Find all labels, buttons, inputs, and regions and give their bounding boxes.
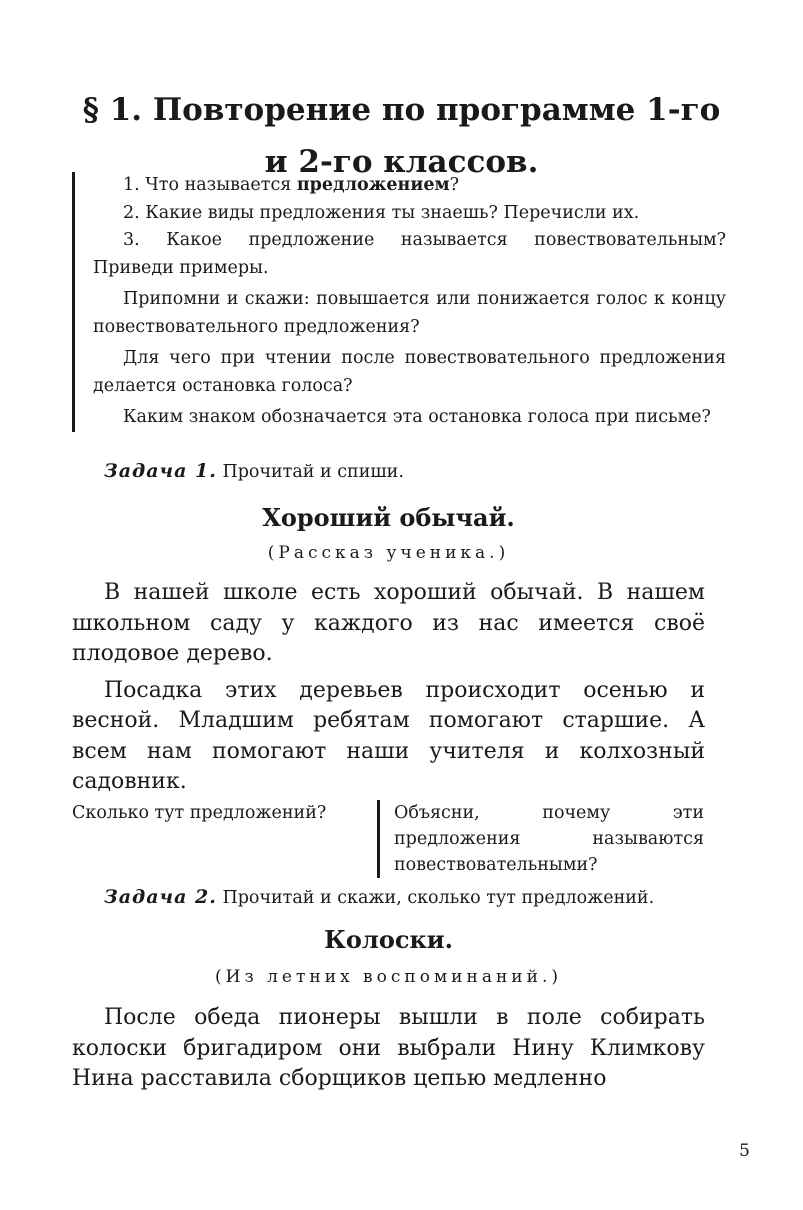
- page-number: 5: [739, 1141, 750, 1161]
- question-6: Каким знаком обозначается эта остановка голоса при письме?: [123, 407, 711, 427]
- story-2-title: Колоски.: [324, 925, 453, 954]
- question-1-term: предложением: [296, 175, 450, 195]
- story-1-title: Хороший обычай.: [262, 503, 515, 532]
- task-1-label: Задача 1.: [104, 460, 217, 482]
- story-2-subtitle: (Из летних воспоминаний.): [215, 967, 562, 987]
- task-1-text: Прочитай и спиши.: [216, 462, 404, 482]
- question-3: 3. Какое предложение называется повествовательным? Приведи примеры.: [93, 230, 726, 278]
- section-heading-line-2: и 2-го классов.: [264, 144, 539, 180]
- question-1-text: 1. Что называется: [123, 175, 297, 195]
- task-2: [72, 884, 705, 912]
- question-1-mark: ?: [449, 175, 460, 195]
- story-2-paragraph-1: После обеда пионеры вышли в поле собирать колоски бригадиром они выбрали Нину Климкову Нина расставила сборщиков цепью медленно: [72, 1005, 705, 1091]
- question-2: 2. Какие виды предложения ты знаешь? Перечисли их.: [123, 202, 640, 223]
- side-questions: [72, 800, 705, 880]
- review-questions-box: [72, 172, 726, 432]
- story-1-subtitle: (Рассказ ученика.): [267, 543, 510, 563]
- story-1-paragraph-1: В нашей школе есть хороший обычай. В нашем школьном саду у каждого из нас имеется своё плодовое дерево.: [72, 580, 705, 666]
- task-1: [72, 458, 705, 486]
- story-1-paragraph-2: Посадка этих деревьев происходит осенью и весной. Младшим ребятам помогают старшие. А всем нам помогают наши учителя и колхозный садовник.: [72, 677, 705, 794]
- section-heading-line-1: § 1. Повторение по программе 1-го: [82, 92, 721, 128]
- question-5: Для чего при чтении после повествовательного предложения делается остановка голоса?: [93, 348, 726, 396]
- task-2-text: Прочитай и скажи, сколько тут предложений.: [216, 888, 655, 908]
- side-question-left: Сколько тут предложений?: [72, 803, 327, 823]
- question-4: Припомни и скажи: повышается или понижается голос к концу повествовательного предложения?: [93, 289, 726, 337]
- side-question-right: Объясни, почему эти предложения называются повествовательными?: [377, 800, 704, 878]
- question-1: [93, 172, 726, 200]
- story-2-body: [72, 1003, 705, 1095]
- task-2-label: Задача 2.: [104, 886, 217, 908]
- story-1-body: [72, 578, 705, 798]
